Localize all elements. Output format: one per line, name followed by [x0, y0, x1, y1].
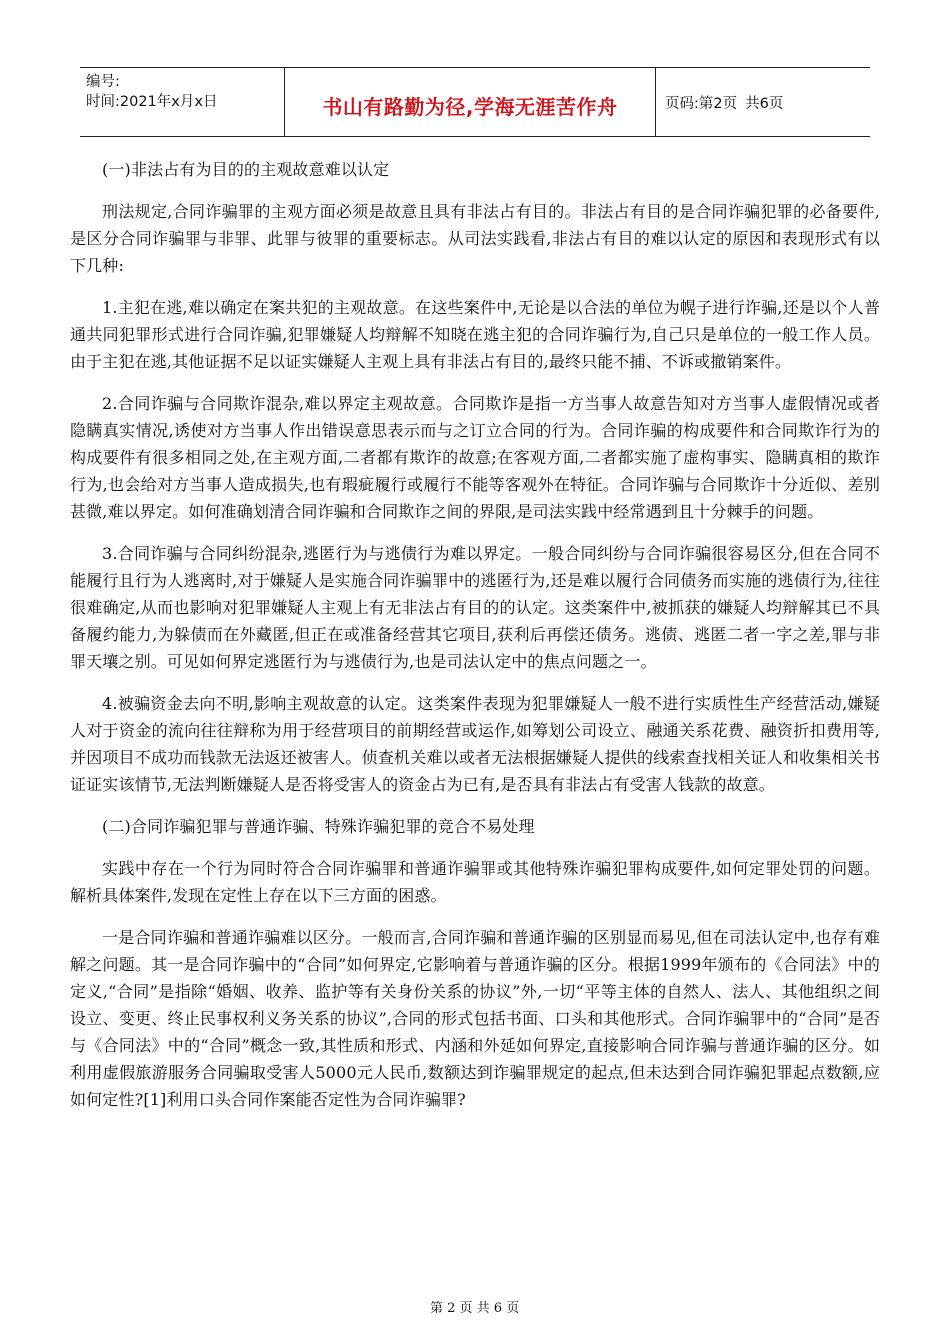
- body-paragraph: 4.被骗资金去向不明,影响主观故意的认定。这类案件表现为犯罪嫌疑人一般不进行实质性生产经营活动,嫌疑人对于资金的流向往往辩称为用于经营项目的前期经营或运作,如筹划公司设立、融通关系花费、融资折扣费用等,并因项目不成功而钱款无法返还被害人。侦查机关难以或者无法根据嫌疑人提供的线索查找相关证人和收集相关书证证实该情节,无法判断嫌疑人是否将受害人的资金占为已有,是否具有非法占有受害人钱款的故意。: [70, 694, 880, 794]
- section-heading-2: (二)合同诈骗犯罪与普通诈骗、特殊诈骗犯罪的竞合不易处理: [102, 817, 535, 836]
- document-number-label: 编号:: [86, 74, 120, 90]
- body-paragraph: 实践中存在一个行为同时符合合同诈骗罪和普通诈骗罪或其他特殊诈骗犯罪构成要件,如何定罪处罚的问题。解析具体案件,发现在定性上存在以下三方面的困惑。: [70, 859, 880, 905]
- document-body: [70, 156, 880, 1113]
- page-header: [80, 67, 870, 137]
- header-page-label: 页码:第2页: [665, 95, 738, 112]
- header-page-info: [656, 68, 870, 136]
- header-motto-cell: [284, 68, 656, 136]
- body-paragraph: 3.合同诈骗与合同纠纷混杂,逃匿行为与逃债行为难以界定。一般合同纠纷与合同诈骗很容易区分,但在合同不能履行且行为人逃离时,对于嫌疑人是实施合同诈骗罪中的逃匿行为,还是难以履行合同债务而实施的逃债行为,往往很难确定,从而也影响对犯罪嫌疑人主观上有无非法占有目的的认定。这类案件中,被抓获的嫌疑人均辩解其已不具备履约能力,为躲债而在外藏匿,但正在或准备经营其它项目,获利后再偿还债务。逃债、逃匿二者一字之差,罪与非罪天壤之别。可见如何界定逃匿行为与逃债行为,也是司法认定中的焦点问题之一。: [70, 544, 880, 671]
- document-time-label: 时间:2021年x月x日: [86, 94, 218, 110]
- header-meta: [80, 68, 284, 136]
- section-heading-1: (一)非法占有为目的的主观故意难以认定: [102, 160, 390, 179]
- header-total-label: 共6页: [745, 95, 784, 112]
- body-paragraph: 2.合同诈骗与合同欺诈混杂,难以界定主观故意。合同欺诈是指一方当事人故意告知对方当事人虚假情况或者隐瞒真实情况,诱使对方当事人作出错误意思表示而与之订立合同的行为。合同诈骗的构成要件和合同欺诈行为的构成要件有很多相同之处,在主观方面,二者都有欺诈的故意;在客观方面,二者都实施了虚构事实、隐瞒真相的欺诈行为,也会给对方当事人造成损失,也有瑕疵履行或履行不能等客观外在特征。合同诈骗与合同欺诈十分近似、差别甚微,难以界定。如何准确划清合同诈骗和合同欺诈之间的界限,是司法实践中经常遇到且十分棘手的问题。: [70, 394, 880, 521]
- body-paragraph: 一是合同诈骗和普通诈骗难以区分。一般而言,合同诈骗和普通诈骗的区别显而易见,但在司法认定中,也存有难解之问题。其一是合同诈骗中的“合同”如何界定,它影响着与普通诈骗的区分。根据1999年颁布的《合同法》中的定义,“合同”是指除“婚姻、收养、监护等有关身份关系的协议”外,一切“平等主体的自然人、法人、其他组织之间设立、变更、终止民事权利义务关系的协议”,合同的形式包括书面、口头和其他形式。合同诈骗罪中的“合同”是否与《合同法》中的“合同”概念一致,其性质和形式、内涵和外延如何界定,直接影响合同诈骗与普通诈骗的区分。如利用虚假旅游服务合同骗取受害人5000元人民币,数额达到诈骗罪规定的起点,但未达到合同诈骗犯罪起点数额,应如何定性?[1]利用口头合同作案能否定性为合同诈骗罪?: [70, 928, 880, 1109]
- header-motto: 书山有路勤为径,学海无涯苦作舟: [322, 94, 618, 119]
- body-paragraph: 刑法规定,合同诈骗罪的主观方面必须是故意且具有非法占有目的。非法占有目的是合同诈骗犯罪的必备要件,是区分合同诈骗罪与非罪、此罪与彼罪的重要标志。从司法实践看,非法占有目的难以认定的原因和表现形式有以下几种:: [70, 202, 880, 275]
- footer-page-number: 第 2 页 共 6 页: [430, 1301, 520, 1316]
- body-paragraph: 1.主犯在逃,难以确定在案共犯的主观故意。在这些案件中,无论是以合法的单位为幌子进行诈骗,还是以个人普通共同犯罪形式进行合同诈骗,犯罪嫌疑人均辩解不知晓在逃主犯的合同诈骗行为,自己只是单位的一般工作人员。由于主犯在逃,其他证据不足以证实嫌疑人主观上具有非法占有目的,最终只能不捕、不诉或撤销案件。: [70, 298, 880, 371]
- page-footer: [0, 1297, 950, 1316]
